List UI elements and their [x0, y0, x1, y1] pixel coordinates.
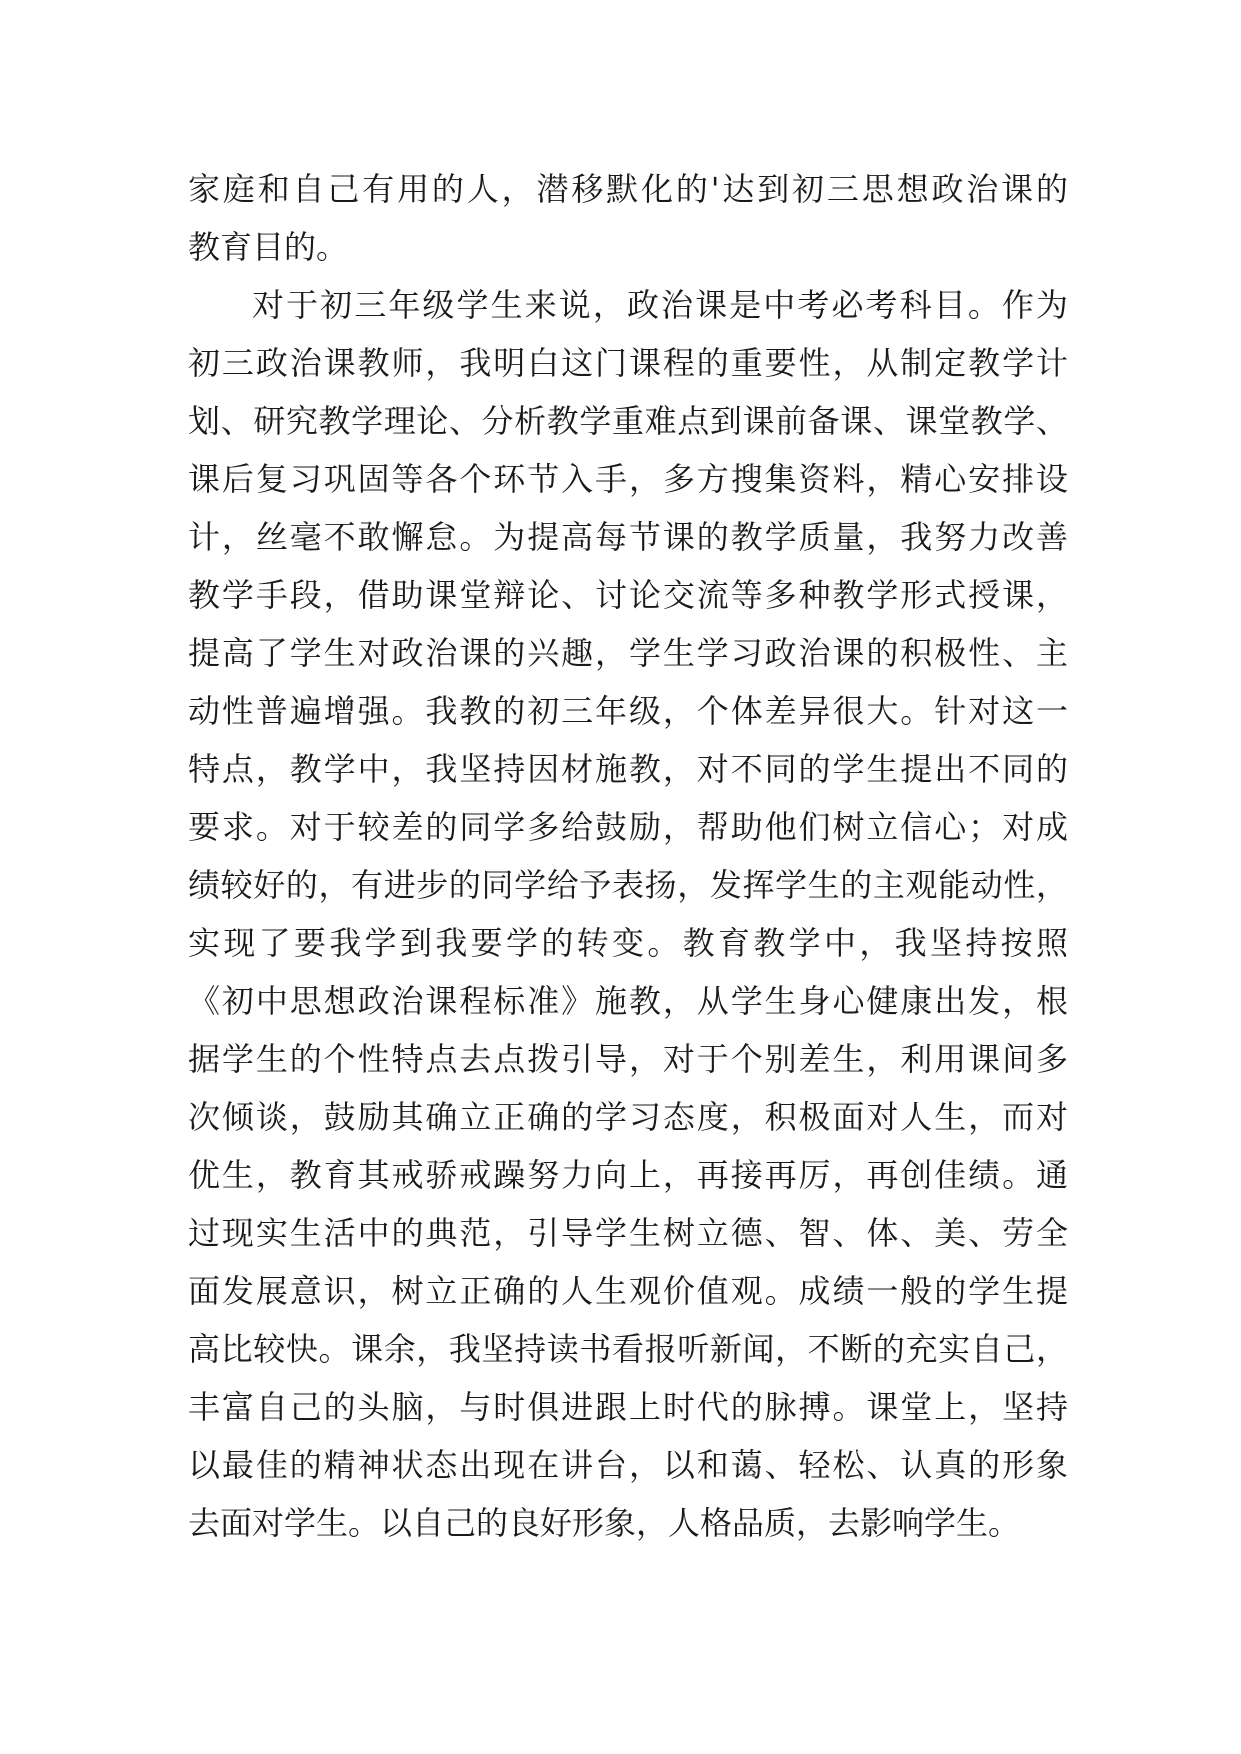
text-line: 面发展意识，树立正确的人生观价值观。成绩一般的学生提: [188, 1272, 1068, 1310]
text-line: 据学生的个性特点去点拨引导，对于个别差生，利用课间多: [188, 1040, 1068, 1078]
text-line: 动性普遍增强。我教的初三年级，个体差异很大。针对这一: [188, 692, 1068, 730]
body-text: [188, 160, 1068, 1552]
text-line: 教育目的。: [188, 228, 349, 266]
text-line: 初三政治课教师，我明白这门课程的重要性，从制定教学计: [188, 344, 1068, 382]
text-line: 绩较好的，有进步的同学给予表扬，发挥学生的主观能动性，: [188, 866, 1068, 904]
text-line: 计，丝毫不敢懈怠。为提高每节课的教学质量，我努力改善: [188, 518, 1068, 556]
text-line: 《初中思想政治课程标准》施教，从学生身心健康出发，根: [188, 982, 1068, 1020]
text-line: 家庭和自己有用的人，潜移默化的'达到初三思想政治课的: [188, 170, 1068, 208]
text-line: 特点，教学中，我坚持因材施教，对不同的学生提出不同的: [188, 750, 1068, 788]
text-line: 课后复习巩固等各个环节入手，多方搜集资料，精心安排设: [188, 460, 1068, 498]
text-line: 以最佳的精神状态出现在讲台，以和蔼、轻松、认真的形象: [188, 1446, 1068, 1484]
text-line: 过现实生活中的典范，引导学生树立德、智、体、美、劳全: [188, 1214, 1068, 1252]
text-line: 次倾谈，鼓励其确立正确的学习态度，积极面对人生，而对: [188, 1098, 1068, 1136]
text-line: 丰富自己的头脑，与时俱进跟上时代的脉搏。课堂上，坚持: [188, 1388, 1068, 1426]
text-line: 划、研究教学理论、分析教学重难点到课前备课、课堂教学、: [188, 402, 1068, 440]
text-line: 教学手段，借助课堂辩论、讨论交流等多种教学形式授课，: [188, 576, 1068, 614]
text-line: 去面对学生。以自己的良好形象，人格品质，去影响学生。: [188, 1504, 1021, 1542]
text-line: 高比较快。课余，我坚持读书看报听新闻，不断的充实自己，: [188, 1330, 1068, 1368]
text-line: 要求。对于较差的同学多给鼓励，帮助他们树立信心；对成: [188, 808, 1068, 846]
text-line: 优生，教育其戒骄戒躁努力向上，再接再厉，再创佳绩。通: [188, 1156, 1068, 1194]
text-line: 提高了学生对政治课的兴趣，学生学习政治课的积极性、主: [188, 634, 1068, 672]
text-line: 实现了要我学到我要学的转变。教育教学中，我坚持按照: [188, 924, 1068, 962]
text-line: 对于初三年级学生来说，政治课是中考必考科目。作为: [252, 286, 1068, 324]
